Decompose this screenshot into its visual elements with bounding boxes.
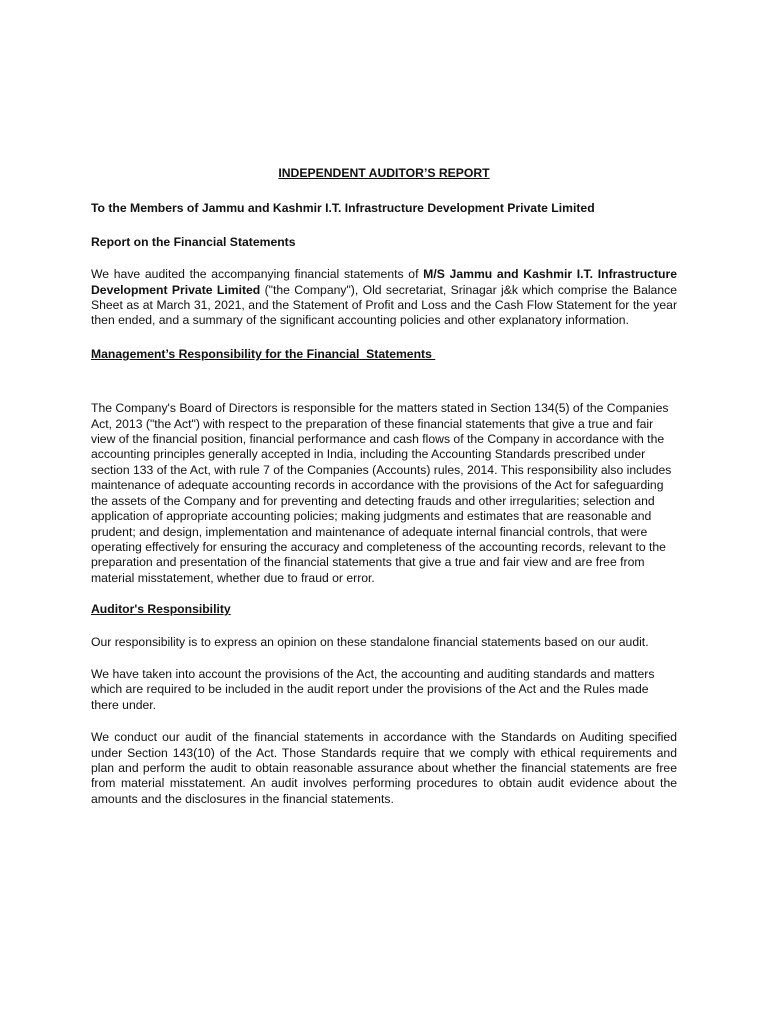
intro-text-1: We have audited the accompanying financial statements of (91, 267, 424, 282)
auditor-heading: Auditor's Responsibility (91, 602, 231, 617)
intro-paragraph (91, 267, 677, 329)
management-heading: Management’s Responsibility for the Financial Statements (91, 346, 436, 361)
report-heading: Report on the Financial Statements (91, 234, 296, 249)
management-body: The Company's Board of Directors is responsible for the matters stated in Section 134(5) of the Companies Act, 2013 ("the Act") with respect to the preparation of these financial statements that give a true and fair view of the financial position, financial performance and cash flows of the Company in accordance with the accounting principles generally accepted in India, including the Accounting Standards prescribed under section 133 of the Act, with rule 7 of the Companies (Accounts) rules, 2014. This responsibility also includes maintenance of adequate accounting records in accordance with the provisions of the Act for safeguarding the assets of the Company and for preventing and detecting frauds and other irregularities; selection and application of appropriate accounting policies; making judgments and estimates that are reasonable and prudent; and design, implementation and maintenance of adequate internal financial controls, that were operating effectively for ensuring the accuracy and completeness of the accounting records, relevant to the preparation and presentation of the financial statements that give a true and fair view and are free from material misstatement, whether due to fraud or error. (91, 401, 672, 585)
auditor-paragraph-3: We conduct our audit of the financial statements in accordance with the Standards on Auditing specified under Section 143(10) of the Act. Those Standards require that we comply with ethical requirements and plan and perform the audit to obtain reasonable assurance about whether the financial statements are free from material misstatement. An audit involves performing procedures to obtain audit evidence about the amounts and the disclosures in the financial statements. (91, 730, 677, 806)
report-title: INDEPENDENT AUDITOR’S REPORT (278, 166, 490, 180)
document-page (91, 166, 677, 807)
intro-text-2: ("the Company"), Old secretariat, Srinagar j&k which comprise the Balance Sheet as at March 31, 2021, and the Statement of Profit and Loss and the Cash Flow Statement for the year then ended, and a summary of the significant accounting policies and other explanatory information. (91, 282, 677, 328)
addressee: To the Members of Jammu and Kashmir I.T. Infrastructure Development Private Limited (91, 201, 595, 216)
auditor-paragraph-2: We have taken into account the provisions of the Act, the accounting and auditing standards and matters which are required to be included in the audit report under the provisions of the Act and the Rules made there under. (91, 666, 655, 712)
company-name: M/S Jammu and Kashmir I.T. Infrastructure Development Private Limited (91, 267, 677, 297)
auditor-paragraph-1: Our responsibility is to express an opinion on these standalone financial statements based on our audit. (91, 634, 649, 649)
